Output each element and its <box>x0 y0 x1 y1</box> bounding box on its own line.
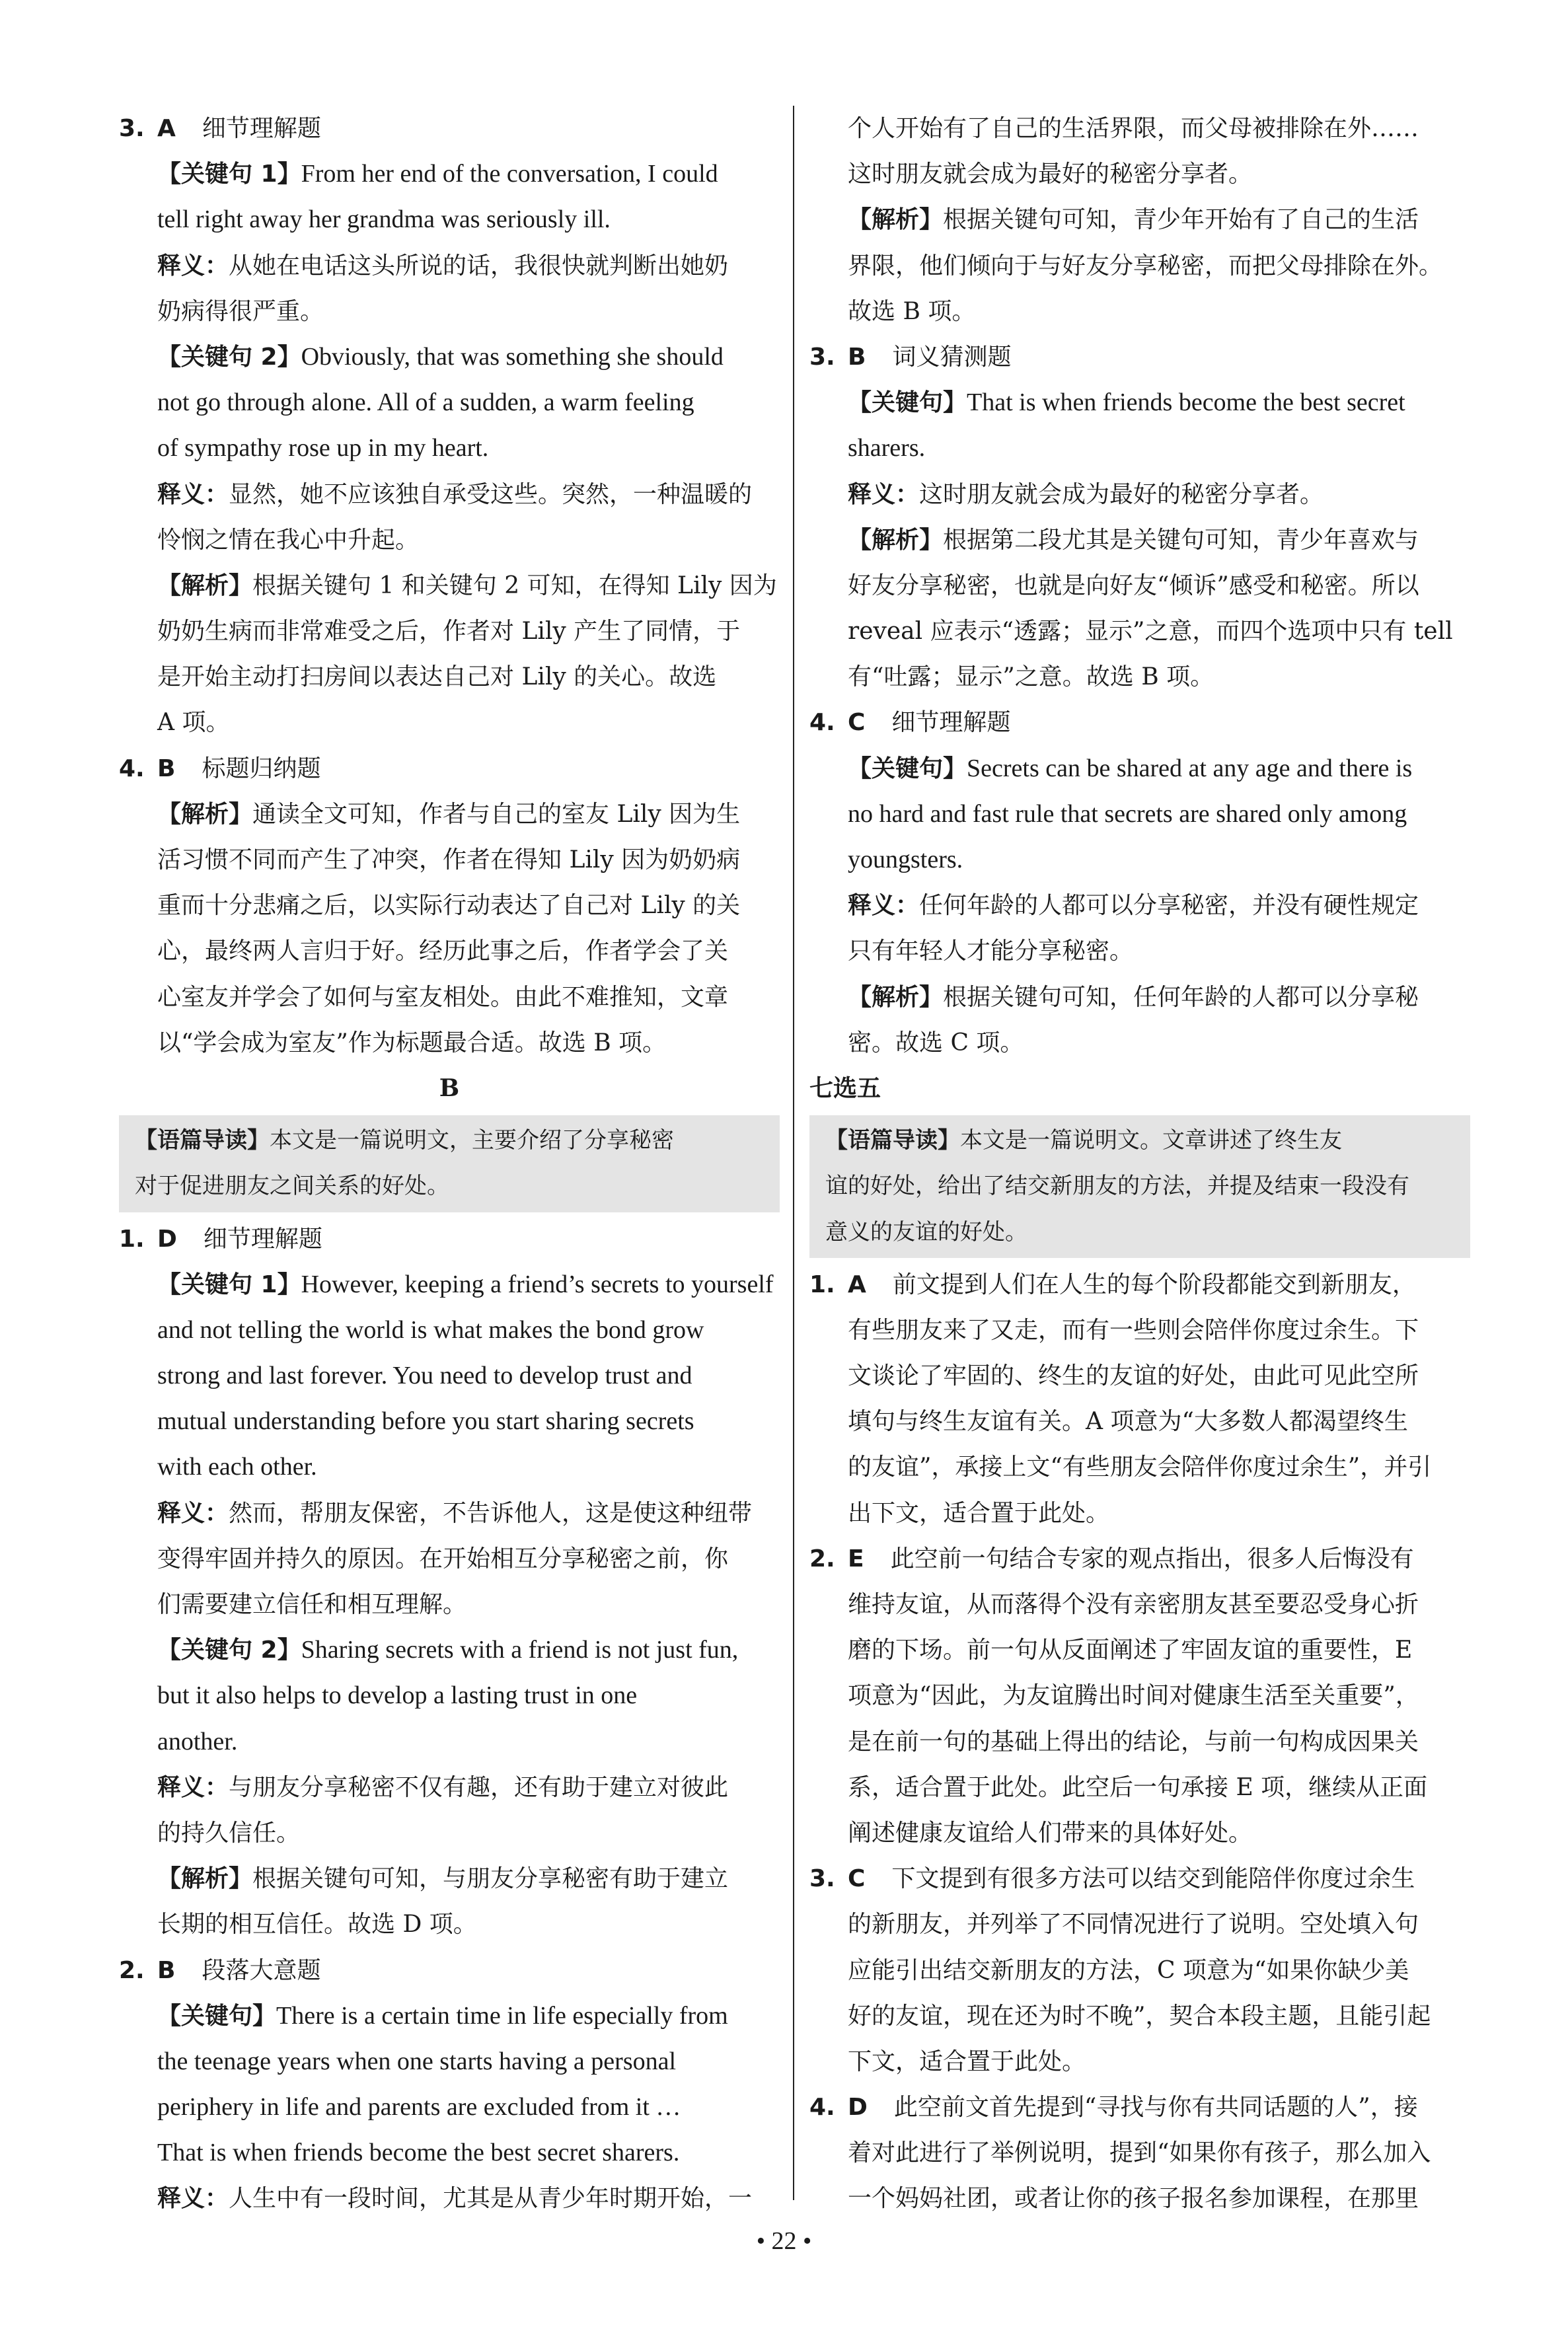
analysis: 【解析】根据关键句 1 和关键句 2 可知，在得知 Lily 因为 <box>157 572 777 599</box>
text-line: 好友分享秘密，也就是向好友“倾诉”感受和秘密。所以 <box>848 572 1419 599</box>
text-line: 出下文，适合置于此处。 <box>848 1499 1110 1527</box>
question-number: 1. <box>119 1225 145 1253</box>
key-sentence: 【关键句 2】Sharing secrets with a friend is not just fun, <box>157 1636 739 1664</box>
question-number: 2. <box>809 1545 835 1572</box>
answer-letter: A <box>157 115 176 142</box>
text-line: 重而十分悲痛之后，以实际行动表达了自己对 Lily 的关 <box>157 892 741 920</box>
interpretation: 释义：从她在电话这头所说的话，我很快就判断出她奶 <box>157 252 729 279</box>
text-line: 一个妈妈社团，或者让你的孩子报名参加课程，在那里 <box>848 2185 1419 2213</box>
analysis: 【解析】通读全文可知，作者与自己的室友 Lily 因为生 <box>157 800 741 828</box>
analysis: 【解析】根据关键句可知，与朋友分享秘密有助于建立 <box>157 1865 729 1893</box>
text-line: 心，最终两人言归于好。经历此事之后，作者学会了关 <box>157 938 729 965</box>
interpretation: 释义：人生中有一段时间，尤其是从青少年时期开始，一 <box>157 2185 753 2213</box>
section-title: 七选五 <box>809 1074 881 1102</box>
text-line: youngsters. <box>848 846 963 873</box>
page-number: • 22 • <box>756 2227 812 2255</box>
text-line: 系，适合置于此处。此空后一句承接 E 项，继续从正面 <box>848 1773 1428 1801</box>
text-line: 故选 B 项。 <box>848 297 976 325</box>
answer-letter: C <box>848 1865 866 1893</box>
analysis: 【解析】根据第二段尤其是关键句可知，青少年喜欢与 <box>848 526 1419 554</box>
key-sentence: 【关键句】There is a certain time in life especially from <box>157 2001 728 2030</box>
text-line: 奶奶生病而非常难受之后，作者对 Lily 产生了同情，于 <box>157 618 741 646</box>
text-line: another. <box>157 1727 238 1755</box>
text-line: strong and last forever. You need to develop trust and <box>157 1362 692 1390</box>
answer-letter: E <box>848 1545 864 1572</box>
passage-guide <box>119 1115 780 1212</box>
text-line: 应能引出结交新朋友的方法，C 项意为“如果你缺少美 <box>848 1956 1409 1984</box>
text-line: 这时朋友就会成为最好的秘密分享者。 <box>848 161 1253 188</box>
text-line: 的新朋友，并列举了不同情况进行了说明。空处填入句 <box>848 1911 1419 1938</box>
question-number: 3. <box>809 343 835 371</box>
text-line: 下文，适合置于此处。 <box>848 2048 1086 2075</box>
text-line: 们需要建立信任和相互理解。 <box>157 1591 467 1618</box>
q3-header <box>119 106 780 151</box>
text-line: the teenage years when one starts having a personal <box>157 2047 677 2075</box>
key-sentence: 【关键句 1】From her end of the conversation, I could <box>157 160 718 188</box>
text-line: 维持友谊，从而落得个没有亲密朋友甚至要忍受身心折 <box>848 1591 1419 1618</box>
text-line: 是在前一句的基础上得出的结论，与前一句构成因果关 <box>848 1728 1419 1755</box>
text-line: and not telling the world is what makes the bond grow <box>157 1315 704 1344</box>
text-line: 填句与终生友谊有关。A 项意为“大多数人都渴望终生 <box>848 1408 1408 1436</box>
text-line: mutual understanding before you start sharing secrets <box>157 1407 694 1436</box>
text-line: of sympathy rose up in my heart. <box>157 434 489 462</box>
b3-header <box>809 334 1470 380</box>
text-line: 着对此进行了举例说明，提到“如果你有孩子，那么加入 <box>848 2139 1431 2167</box>
text-line: 界限，他们倾向于与好友分享秘密，而把父母排除在外。 <box>848 252 1443 279</box>
interpretation: 释义：显然，她不应该独自承受这些。突然，一种温暖的 <box>157 480 753 508</box>
question-number: 4. <box>119 755 145 782</box>
answer-letter: B <box>848 343 866 371</box>
s3-item: 3. C 下文提到有很多方法可以结交到能陪伴你度过余生 <box>809 1856 1470 1901</box>
text-line: but it also helps to develop a lasting trust in one <box>157 1681 638 1710</box>
answer-letter: D <box>848 2094 868 2122</box>
question-type: 细节理解题 <box>891 709 1011 737</box>
text-line: sharers. <box>848 434 926 462</box>
section-title: B <box>439 1074 460 1102</box>
text-line: 谊的好处，给出了结交新朋友的方法，并提及结束一段没有 <box>825 1173 1409 1200</box>
interpretation: 释义：任何年龄的人都可以分享秘密，并没有硬性规定 <box>848 892 1419 920</box>
question-number: 2. <box>119 1956 145 1984</box>
question-type: 词义猜测题 <box>892 343 1012 371</box>
q4-header <box>119 746 780 792</box>
b1-header <box>119 1216 780 1262</box>
text-line: A 项。 <box>157 709 230 737</box>
left-column <box>119 106 780 2222</box>
interpretation: 释义：与朋友分享秘密不仅有趣，还有助于建立对彼此 <box>157 1773 729 1801</box>
b2-header <box>119 1948 780 1993</box>
text-line: 变得牢固并持久的原因。在开始相互分享秘密之前，你 <box>157 1545 729 1572</box>
text-line: 奶病得很严重。 <box>157 297 324 325</box>
text-line: 以“学会成为室友”作为标题最合适。故选 B 项。 <box>157 1029 667 1056</box>
text-line: 怜悯之情在我心中升起。 <box>157 526 420 554</box>
text-line: not go through alone. All of a sudden, a warm feeling <box>157 388 694 417</box>
question-type: 细节理解题 <box>202 115 321 142</box>
text-line: 心室友并学会了如何与室友相处。由此不难推知，文章 <box>157 983 729 1011</box>
text-line: 活习惯不同而产生了冲突，作者在得知 Lily 因为奶奶病 <box>157 846 741 873</box>
right-column <box>809 106 1470 2222</box>
s4-item: 4. D 此空前文首先提到“寻找与你有共同话题的人”，接 <box>809 2085 1470 2130</box>
key-sentence: 【关键句】That is when friends become the best secret <box>848 388 1405 417</box>
analysis: 【解析】根据关键句可知，任何年龄的人都可以分享秘 <box>848 983 1419 1011</box>
key-sentence: 【关键句 1】However, keeping a friend’s secrets to yourself <box>157 1270 774 1298</box>
key-sentence: 【关键句 2】Obviously, that was something she should <box>157 342 724 371</box>
passage-guide <box>809 1115 1470 1258</box>
question-number: 4. <box>809 2094 835 2122</box>
text-line: That is when friends become the best secret sharers. <box>157 2139 680 2167</box>
text-line: 对于促进朋友之间关系的好处。 <box>135 1173 449 1200</box>
s1-item: 1. A 前文提到人们在人生的每个阶段都能交到新朋友， <box>809 1262 1470 1308</box>
text-line: 有“吐露；显示”之意。故选 B 项。 <box>848 663 1214 691</box>
text-line: 密。故选 C 项。 <box>848 1029 1024 1056</box>
text-line: 阐述健康友谊给人们带来的具体好处。 <box>848 1819 1253 1847</box>
question-type: 段落大意题 <box>202 1956 321 1984</box>
interpretation: 释义：然而，帮朋友保密，不告诉他人，这是使这种纽带 <box>157 1499 753 1527</box>
text-line: no hard and fast rule that secrets are shared only among <box>848 799 1407 828</box>
question-type: 标题归纳题 <box>202 755 321 782</box>
text-line: 【语篇导读】本文是一篇说明文。文章讲述了终生友 <box>825 1127 1342 1154</box>
text-line: 长期的相互信任。故选 D 项。 <box>157 1911 477 1938</box>
text-line: 项意为“因此，为友谊腾出时间对健康生活至关重要”， <box>848 1682 1419 1710</box>
text-line: 个人开始有了自己的生活界限，而父母被排除在外…… <box>848 115 1419 142</box>
text-line: with each other. <box>157 1453 317 1481</box>
question-number: 1. <box>809 1271 835 1298</box>
answer-letter: A <box>848 1271 866 1298</box>
text-line: 意义的友谊的好处。 <box>825 1218 1027 1245</box>
question-number: 3. <box>119 115 145 142</box>
text-line: 的持久信任。 <box>157 1819 301 1847</box>
column-divider <box>793 106 794 2200</box>
text-line: 磨的下场。前一句从反面阐述了牢固友谊的重要性，E <box>848 1637 1413 1664</box>
text-line: 【语篇导读】本文是一篇说明文，主要介绍了分享秘密 <box>135 1127 674 1154</box>
text-line: reveal 应表示“透露；显示”之意，而四个选项中只有 tell <box>848 618 1453 646</box>
question-type: 细节理解题 <box>203 1225 322 1253</box>
text-line: periphery in life and parents are excluded from it … <box>157 2093 681 2122</box>
answer-letter: B <box>157 1956 176 1984</box>
answer-letter: B <box>157 755 176 782</box>
interpretation: 释义：这时朋友就会成为最好的秘密分享者。 <box>848 480 1324 508</box>
text-line: 有些朋友来了又走，而有一些则会陪伴你度过余生。下 <box>848 1316 1419 1344</box>
s2-item: 2. E 此空前一句结合专家的观点指出，很多人后悔没有 <box>809 1536 1470 1582</box>
text-line: 是开始主动打扫房间以表达自己对 Lily 的关心。故选 <box>157 663 717 691</box>
b4-header <box>809 700 1470 745</box>
answer-letter: C <box>848 709 866 737</box>
text-line: tell right away her grandma was seriously ill. <box>157 205 611 234</box>
text-line: 文谈论了牢固的、终生的友谊的好处，由此可见此空所 <box>848 1362 1419 1390</box>
text-line: 只有年轻人才能分享秘密。 <box>848 938 1134 965</box>
question-number: 4. <box>809 709 835 737</box>
analysis: 【解析】根据关键句可知，青少年开始有了自己的生活 <box>848 206 1419 234</box>
answer-letter: D <box>157 1225 177 1253</box>
text-line: 的友谊”，承接上文“有些朋友会陪伴你度过余生”，并引 <box>848 1454 1432 1481</box>
question-number: 3. <box>809 1865 835 1893</box>
key-sentence: 【关键句】Secrets can be shared at any age and there is <box>848 754 1413 782</box>
text-line: 好的友谊，现在还为时不晚”，契合本段主题，且能引起 <box>848 2002 1431 2030</box>
